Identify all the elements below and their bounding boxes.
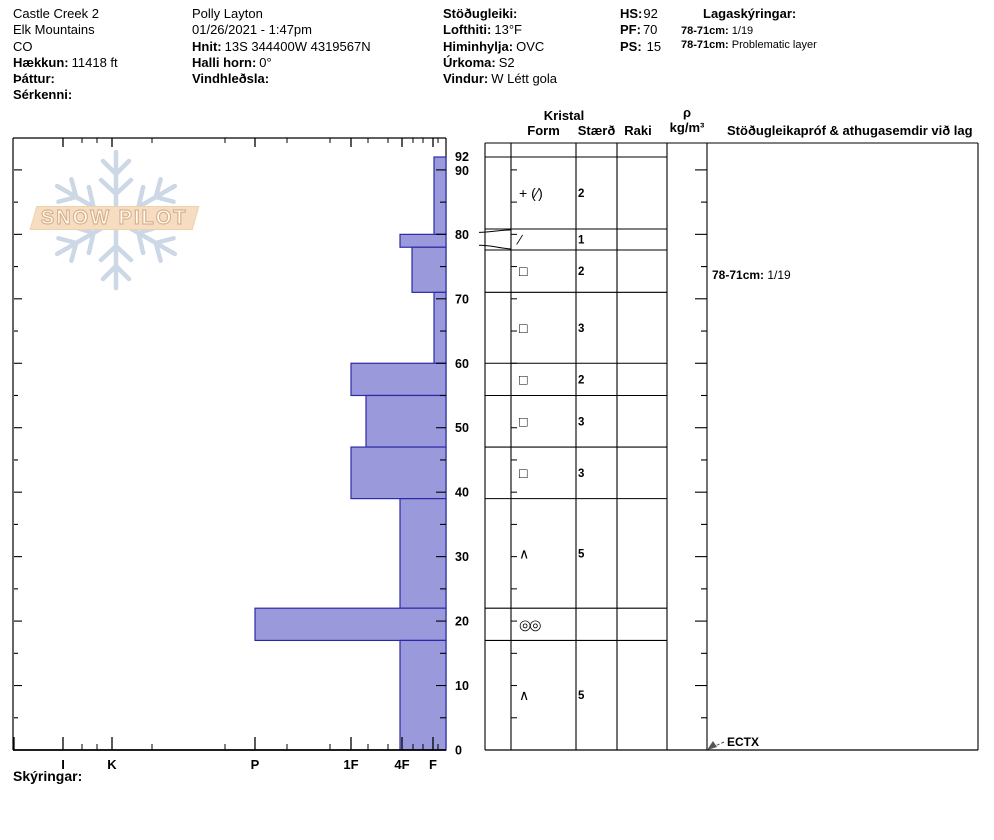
layer-comment-label: 78-71cm: <box>712 268 765 282</box>
faceted-crystals-icon: □ <box>519 263 528 280</box>
depth-axis-label: 90 <box>455 163 469 178</box>
depth-hoar-icon: ∧ <box>519 687 530 704</box>
hardness-axis-label: K <box>107 757 117 772</box>
depth-axis-label: 40 <box>455 485 469 500</box>
mountain-range: Elk Mountains <box>13 22 95 38</box>
observer-name: Polly Layton <box>192 6 263 21</box>
logo-text: SNOW PILOT <box>41 206 188 229</box>
coords-label: Hnit: <box>192 38 222 54</box>
form-header: Form <box>527 123 560 138</box>
site-name: Castle Creek 2 <box>13 6 99 21</box>
ectx-arrowhead-icon <box>707 741 717 750</box>
faceted-crystals-icon: □ <box>519 413 528 430</box>
sky-value: OVC <box>516 38 545 54</box>
depth-axis-label: 10 <box>455 679 469 694</box>
decomposing-fragments-icon: ∕ <box>519 231 522 248</box>
depth-axis-label: 0 <box>455 743 462 758</box>
hardness-bar-layer <box>400 234 446 247</box>
hardness-bar-layer <box>255 608 446 640</box>
depth-hoar-icon: ∧ <box>519 545 530 562</box>
pf-label: PF: <box>620 22 641 38</box>
grain-size-value: 2 <box>578 374 585 387</box>
fan-callout-lower <box>479 245 511 249</box>
hardness-bar-layer <box>412 247 446 292</box>
density-unit-header: kg/m³ <box>669 120 705 135</box>
layer-comment-annotation <box>712 268 791 282</box>
grain-size-value: 3 <box>578 416 585 429</box>
fan-callout-upper <box>479 230 511 232</box>
ps-value: 15 <box>646 38 662 54</box>
observation-datetime: 01/26/2021 - 1:47pm <box>192 22 312 38</box>
depth-axis-label: 92 <box>455 150 469 164</box>
faceted-crystals-icon: □ <box>519 371 528 388</box>
staerd-header: Stærð <box>577 123 616 138</box>
faceted-crystals-icon: □ <box>519 319 528 336</box>
precip-particles-with-decomposing-icon: + (∕) <box>519 185 543 201</box>
density-header: ρ <box>682 105 692 120</box>
elevation-value: 11418 ft <box>71 54 118 70</box>
layer-comment-value: 1/19 <box>767 268 791 282</box>
stability-test-result: ECTX <box>727 735 760 749</box>
hardness-bar-layer <box>400 640 446 750</box>
layer-notes-title: Lagaskýringar: <box>703 6 797 21</box>
depth-axis-label: 80 <box>455 227 469 242</box>
grain-size-value: 5 <box>578 548 585 561</box>
slope-angle-value: 0° <box>259 54 272 70</box>
hardness-bar-layer <box>366 395 446 447</box>
aspect-label: Þáttur: <box>13 71 55 87</box>
depth-axis-label: 50 <box>455 421 469 436</box>
slope-angle-label: Halli horn: <box>192 54 257 70</box>
grain-size-value: 1 <box>578 234 585 247</box>
hardness-bar-layer <box>434 292 446 363</box>
feature-label: Sérkenni: <box>13 87 73 103</box>
depth-axis-label: 70 <box>455 292 469 307</box>
stability-label: Stöðugleiki: <box>443 6 518 21</box>
depth-axis-label: 20 <box>455 614 469 629</box>
hs-value: 92 <box>643 6 658 21</box>
ps-label: PS: <box>620 38 642 54</box>
layer-note-text: Problematic layer <box>731 38 817 51</box>
wind-value: W Létt gola <box>491 71 558 87</box>
pf-value: 70 <box>642 22 658 38</box>
melt-forms-icon: ◎◎ <box>519 616 540 633</box>
coords-value: 13S 344400W 4319567N <box>224 38 371 54</box>
grain-size-value: 3 <box>578 467 585 480</box>
layer-note-label: 78-71cm: <box>681 38 729 51</box>
hardness-axis-label: P <box>250 757 260 772</box>
layer-note-text: 1/19 <box>731 25 754 37</box>
hardness-bar-layer <box>351 363 446 395</box>
air-temp-value: 13°F <box>494 22 522 38</box>
hardness-bar-layer <box>434 157 446 234</box>
wind-loading-label: Vindhleðsla: <box>192 71 270 87</box>
air-temp-label: Lofthiti: <box>443 22 492 38</box>
stability-comments-header: Stöðugleikapróf & athugasemdir við lag <box>727 123 973 138</box>
grain-size-value: 5 <box>578 690 585 703</box>
layer-note-label: 78-71cm: <box>681 25 729 37</box>
hardness-bar-layer <box>351 447 446 499</box>
elevation-label: Hækkun: <box>13 54 69 70</box>
precip-label: Úrkoma: <box>443 54 496 70</box>
precip-value: S2 <box>498 54 515 70</box>
skyringar-label: Skýringar: <box>13 768 83 784</box>
hardness-axis-label: I <box>61 757 65 772</box>
grain-size-value: 3 <box>578 322 585 335</box>
hs-label: HS: <box>620 6 643 21</box>
depth-axis-label: 60 <box>455 356 469 371</box>
sky-label: Himinhylja: <box>443 38 514 54</box>
faceted-crystals-icon: □ <box>519 464 528 481</box>
grain-size-value: 2 <box>578 188 585 200</box>
hardness-axis-label: 1F <box>343 757 359 772</box>
hardness-axis-label: F <box>429 757 437 772</box>
raki-header: Raki <box>624 123 652 138</box>
wind-label: Vindur: <box>443 71 489 87</box>
kristal-header: Kristal <box>543 108 585 123</box>
state: CO <box>13 38 33 54</box>
grain-size-value: 2 <box>578 266 585 279</box>
hardness-bar-layer <box>400 499 446 609</box>
depth-axis-label: 30 <box>455 550 469 565</box>
hardness-axis-label: 4F <box>394 757 410 772</box>
